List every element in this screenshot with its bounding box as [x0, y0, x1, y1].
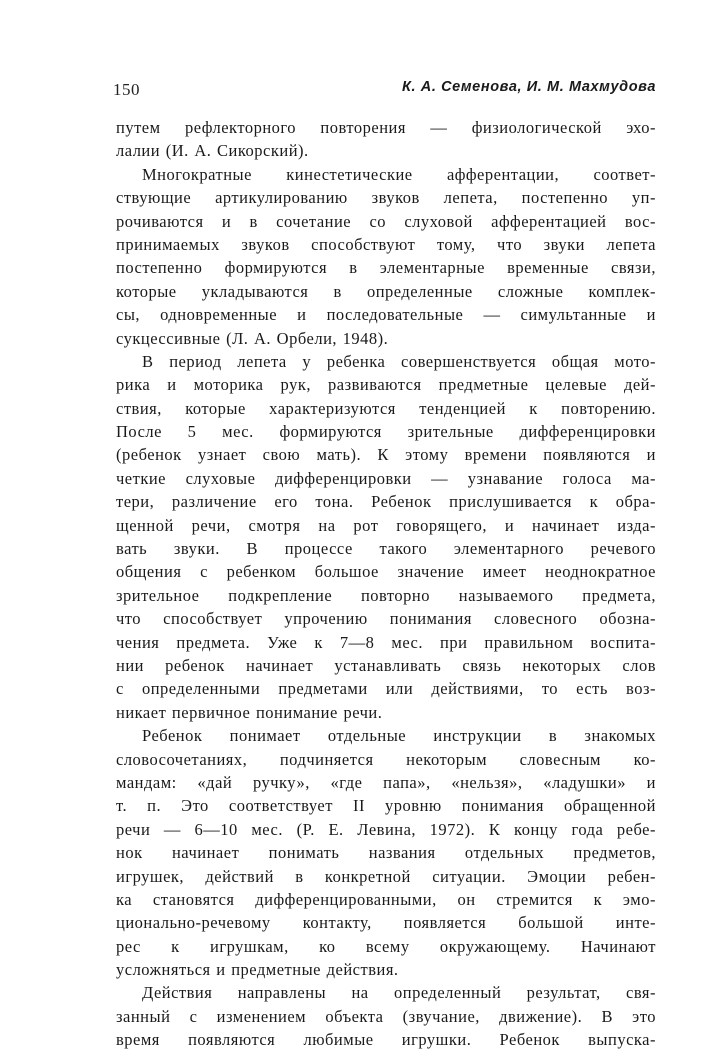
text-line: путем рефлекторного повторения — физиологической эхо- — [116, 118, 656, 137]
text-line: никает первичное понимание речи. — [116, 702, 383, 722]
text-line: нии ребенок начинает устанавливать связь некоторых слов — [116, 655, 656, 675]
text-line: Ребенок понимает отдельные инструкции в знакомых — [142, 726, 656, 746]
body-text — [116, 116, 656, 1052]
text-line: которые укладываются в определенные сложные комплек- — [116, 281, 656, 301]
text-line: т. п. Это соответствует II уровню понимания обращенной — [116, 796, 656, 816]
text-line: тери, различение его тона. Ребенок прислушивается к обра- — [116, 492, 656, 512]
text-line: что способствует упрочению понимания словесного обозна- — [116, 609, 656, 629]
running-head-authors: К. А. Семенова, И. М. Махмудова — [402, 79, 656, 95]
text-line: сы, одновременные и последовательные — симультанные и — [116, 305, 656, 325]
text-line: принимаемых звуков способствуют тому, что звуки лепета — [116, 234, 656, 254]
text-line: ствующие артикулированию звуков лепета, постепенно уп- — [116, 188, 656, 208]
text-line: ционально-речевому контакту, появляется большой инте- — [116, 913, 656, 933]
text-line: общения с ребенком большое значение имеет неоднократное — [116, 562, 656, 582]
text-line: игрушек, действий в конкретной ситуации. Эмоции ребен- — [116, 866, 656, 886]
text-line: зрительное подкрепление повторно называемого предмета, — [116, 585, 656, 605]
text-line: щенной речи, смотря на рот говорящего, и начинает изда- — [116, 515, 656, 535]
text-line: речи — 6—10 мес. (Р. Е. Левина, 1972). К концу года ребе- — [116, 819, 656, 839]
text-line: время появляются любимые игрушки. Ребенок выпуска- — [116, 1030, 656, 1050]
text-line: вать звуки. В процессе такого элементарного речевого — [116, 539, 656, 559]
text-line: Действия направлены на определенный результат, свя- — [142, 983, 656, 1003]
text-line: рочиваются и в сочетание со слуховой афферентацией вос- — [116, 211, 656, 231]
text-line: ствия, которые характеризуются тенденцией к повторению. — [116, 398, 656, 418]
text-line: словосочетаниях, подчиняется некоторым словесным ко- — [116, 749, 656, 769]
text-line: усложняться и предметные действия. — [116, 960, 399, 980]
text-line: нок начинает понимать названия отдельных предметов, — [116, 843, 656, 863]
text-line: постепенно формируются в элементарные временные связи, — [116, 258, 656, 278]
text-line: (ребенок узнает свою мать). К этому времени появляются и — [116, 445, 656, 465]
text-line: мандам: «дай ручку», «где папа», «нельзя», «ладушки» и — [116, 772, 656, 792]
text-line: рес к игрушкам, ко всему окружающему. Начинают — [116, 936, 656, 956]
text-line: с определенными предметами или действиями, то есть воз- — [116, 679, 656, 699]
text-line: четкие слуховые дифференцировки — узнавание голоса ма- — [116, 468, 656, 488]
text-line: чения предмета. Уже к 7—8 мес. при правильном воспита- — [116, 632, 656, 652]
text-line: Многократные кинестетические афферентации, соответ- — [142, 164, 656, 184]
text-line: В период лепета у ребенка совершенствуется общая мото- — [142, 351, 656, 371]
text-line: сукцессивные (Л. А. Орбели, 1948). — [116, 328, 389, 348]
text-line: После 5 мес. формируются зрительные дифференцировки — [116, 422, 656, 442]
text-line: лалии (И. А. Сикорский). — [116, 141, 309, 161]
page-number: 150 — [113, 80, 140, 99]
text-line: рика и моторика рук, развиваются предметные целевые дей- — [116, 375, 656, 395]
text-line: занный с изменением объекта (звучание, движение). В это — [116, 1006, 656, 1026]
text-line: ка становятся дифференцированными, он стремится к эмо- — [116, 889, 656, 909]
